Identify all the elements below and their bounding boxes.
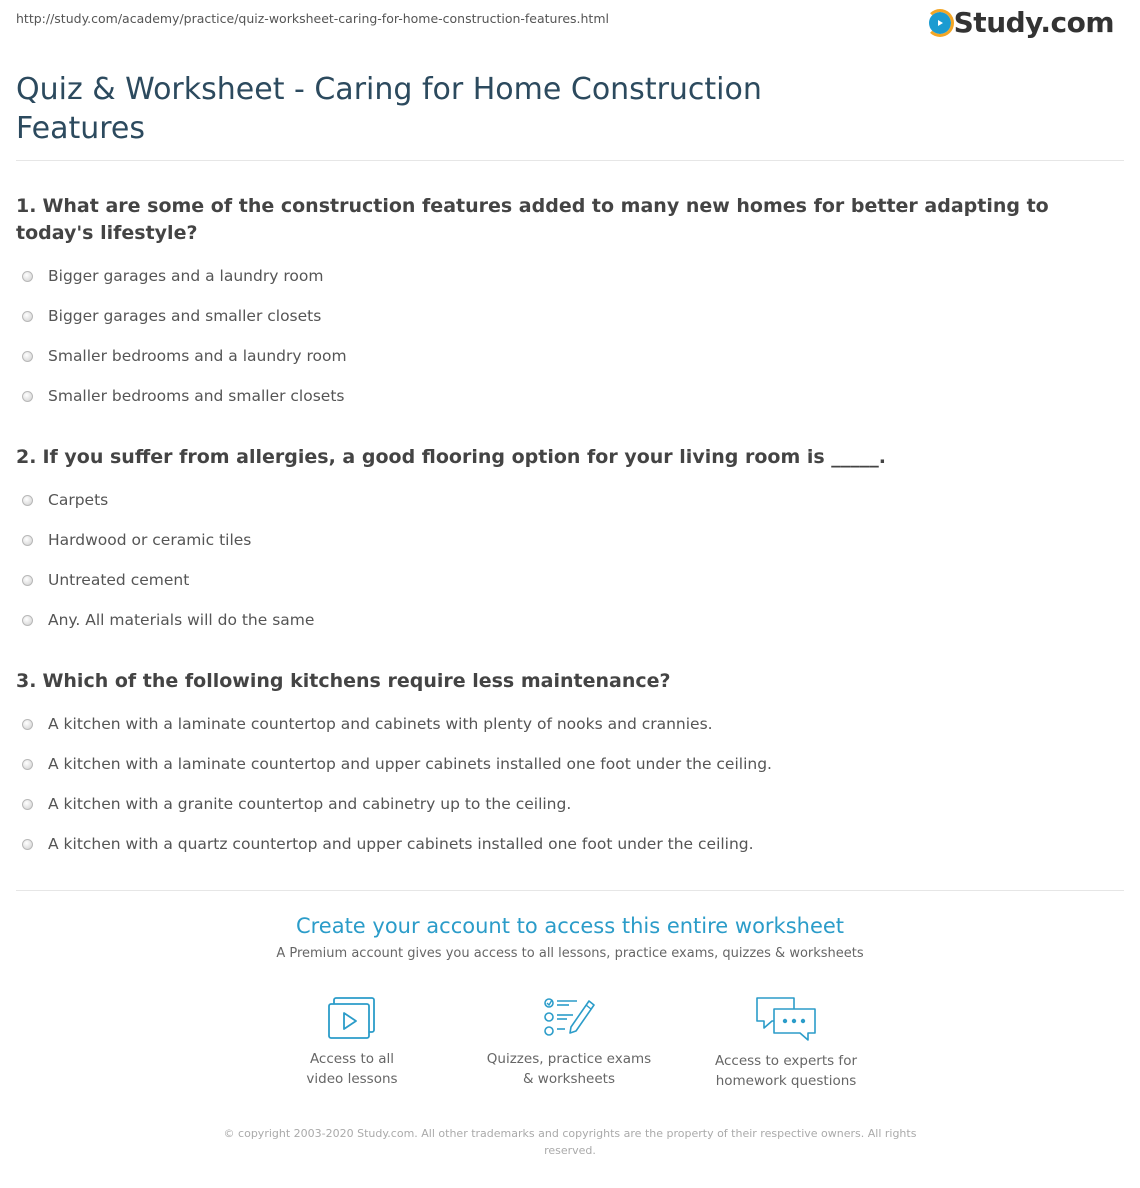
- radio-button[interactable]: [22, 575, 33, 586]
- answer-label: Bigger garages and smaller closets: [48, 307, 322, 325]
- page-title: Quiz & Worksheet - Caring for Home Construction Features: [16, 72, 762, 146]
- answer-label: Untreated cement: [48, 571, 190, 589]
- page-url: http://study.com/academy/practice/quiz-worksheet-caring-for-home-construction-features.html: [16, 11, 609, 26]
- radio-button[interactable]: [22, 391, 33, 402]
- question-label: What are some of the construction features added to many new homes for better adapting to today's lifestyle?: [16, 195, 1049, 244]
- feature-label: Quizzes, practice exams & worksheets: [486, 1051, 652, 1087]
- feature-label: Access to all video lessons: [306, 1051, 398, 1087]
- play-logo-icon: [929, 12, 951, 34]
- question-text: [16, 193, 1076, 247]
- chat-bubbles-icon: [754, 995, 818, 1043]
- feature-quizzes: [469, 995, 669, 1089]
- question-label: Which of the following kitchens require less maintenance?: [42, 670, 671, 692]
- answer-options: [22, 704, 772, 864]
- question-number: 2.: [16, 446, 37, 468]
- question-number: 1.: [16, 195, 37, 217]
- feature-label: Access to experts for homework questions: [714, 1053, 857, 1089]
- answer-option[interactable]: [22, 480, 314, 520]
- question-label: If you suffer from allergies, a good flooring option for your living room is _____.: [42, 446, 887, 468]
- answer-option[interactable]: [22, 376, 347, 416]
- answer-label: Any. All materials will do the same: [48, 611, 315, 629]
- radio-button[interactable]: [22, 799, 33, 810]
- radio-button[interactable]: [22, 759, 33, 770]
- question-text: [16, 668, 1076, 695]
- answer-option[interactable]: [22, 336, 347, 376]
- answer-label: Bigger garages and a laundry room: [48, 267, 324, 285]
- radio-button[interactable]: [22, 719, 33, 730]
- question-text: [16, 444, 1076, 471]
- answer-option[interactable]: [22, 824, 772, 864]
- answer-option[interactable]: [22, 744, 772, 784]
- answer-label: Smaller bedrooms and a laundry room: [48, 347, 347, 365]
- video-lessons-icon: [326, 995, 378, 1041]
- answer-option[interactable]: [22, 784, 772, 824]
- answer-options: [22, 480, 314, 640]
- question-number: 3.: [16, 670, 37, 692]
- answer-option[interactable]: [22, 704, 772, 744]
- title-divider: [16, 160, 1124, 161]
- copyright-notice: © copyright 2003-2020 Study.com. All other trademarks and copyrights are the property of their respective owners. All rights reserved.: [223, 1127, 917, 1157]
- radio-button[interactable]: [22, 615, 33, 626]
- answer-label: A kitchen with a laminate countertop and upper cabinets installed one foot under the ceiling.: [48, 755, 772, 773]
- answer-label: Carpets: [48, 491, 109, 509]
- answer-option[interactable]: [22, 296, 347, 336]
- answer-label: A kitchen with a granite countertop and cabinetry up to the ceiling.: [48, 795, 572, 813]
- study-logo[interactable]: [929, 8, 1114, 38]
- logo-text: Study.com: [953, 6, 1114, 39]
- radio-button[interactable]: [22, 535, 33, 546]
- cta-subtitle: A Premium account gives you access to all lessons, practice exams, quizzes & worksheets: [276, 946, 864, 961]
- answer-option[interactable]: [22, 600, 314, 640]
- create-account-link[interactable]: Create your account to access this entire worksheet: [295, 914, 845, 938]
- radio-button[interactable]: [22, 311, 33, 322]
- answer-label: A kitchen with a quartz countertop and upper cabinets installed one foot under the ceiling.: [48, 835, 754, 853]
- radio-button[interactable]: [22, 351, 33, 362]
- feature-video-lessons: [252, 995, 452, 1089]
- quiz-checklist-icon: [541, 995, 597, 1041]
- answer-option[interactable]: [22, 256, 347, 296]
- radio-button[interactable]: [22, 839, 33, 850]
- answer-options: [22, 256, 347, 416]
- answer-option[interactable]: [22, 520, 314, 560]
- radio-button[interactable]: [22, 495, 33, 506]
- cta-divider: [16, 890, 1124, 891]
- radio-button[interactable]: [22, 271, 33, 282]
- answer-label: Hardwood or ceramic tiles: [48, 531, 252, 549]
- answer-label: A kitchen with a laminate countertop and cabinets with plenty of nooks and crannies.: [48, 715, 713, 733]
- answer-option[interactable]: [22, 560, 314, 600]
- feature-experts: [686, 995, 886, 1091]
- answer-label: Smaller bedrooms and smaller closets: [48, 387, 345, 405]
